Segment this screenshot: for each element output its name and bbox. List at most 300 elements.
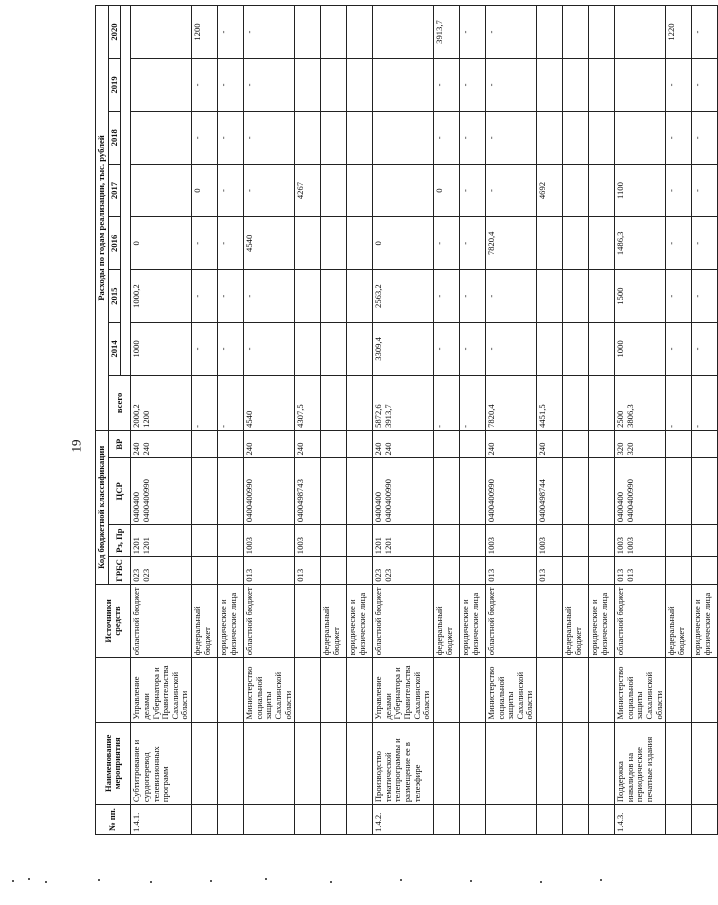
cell-grbs: 023 023 — [373, 557, 434, 585]
cell-source — [295, 584, 321, 657]
cell-year: - — [244, 59, 295, 112]
cell-csr: 0400498744 — [537, 458, 563, 525]
table-row — [615, 6, 666, 835]
cell-rzpr: 1003 — [295, 525, 321, 557]
cell-vr: 240 — [485, 430, 536, 458]
cell-executor — [295, 658, 321, 722]
cell-total — [589, 375, 615, 430]
cell-num — [485, 805, 536, 835]
header-csr: ЦСР — [108, 458, 131, 525]
cell-year: - — [192, 111, 218, 164]
cell-rzpr — [192, 525, 218, 557]
table-row — [218, 6, 244, 835]
cell-year: - — [485, 270, 536, 323]
cell-year — [373, 6, 434, 59]
cell-csr — [321, 458, 347, 525]
cell-year — [563, 6, 589, 59]
cell-name: Субтитрование и сурдоперевод телевизионных программ — [131, 722, 192, 805]
cell-year — [347, 164, 373, 217]
cell-num — [666, 805, 692, 835]
cell-year: - — [459, 164, 485, 217]
cell-year — [537, 6, 563, 59]
cell-csr: 0400400 0400400990 — [131, 458, 192, 525]
header-year: 2014 — [108, 323, 121, 376]
cell-year — [589, 270, 615, 323]
cell-grbs — [218, 557, 244, 585]
cell-total — [563, 375, 589, 430]
cell-year — [615, 6, 666, 59]
cell-year — [321, 164, 347, 217]
header-year: 2020 — [108, 6, 121, 59]
cell-total: 2500 3806,3 — [615, 375, 666, 430]
cell-year — [373, 164, 434, 217]
cell-year: - — [692, 323, 718, 376]
cell-year — [537, 111, 563, 164]
cell-year: - — [218, 270, 244, 323]
cell-vr — [433, 430, 459, 458]
cell-vr — [692, 430, 718, 458]
cell-source: областной бюджет — [615, 584, 666, 657]
table-row — [321, 6, 347, 835]
cell-source: юридические и физические лица — [459, 584, 485, 657]
cell-year: - — [485, 323, 536, 376]
cell-executor: Министерство социальной защиты Сахалинской области — [244, 658, 295, 722]
header-year: 2018 — [108, 111, 121, 164]
cell-name — [218, 722, 244, 805]
cell-year — [347, 6, 373, 59]
cell-num — [321, 805, 347, 835]
cell-rzpr — [459, 525, 485, 557]
cell-year: - — [218, 323, 244, 376]
cell-grbs — [192, 557, 218, 585]
cell-source: федеральный бюджет — [666, 584, 692, 657]
cell-year: - — [244, 164, 295, 217]
header-grbs: ГРБС — [108, 557, 131, 585]
cell-year — [615, 59, 666, 112]
cell-vr: 320 320 — [615, 430, 666, 458]
cell-name — [537, 722, 563, 805]
cell-num — [563, 805, 589, 835]
cell-executor — [218, 658, 244, 722]
header-vr: ВР — [108, 430, 131, 458]
cell-year: - — [218, 111, 244, 164]
cell-year: 0 — [433, 164, 459, 217]
cell-executor: Министерство социальной защиты Сахалинской области — [485, 658, 536, 722]
cell-total: - — [218, 375, 244, 430]
cell-total: 4307,5 — [295, 375, 321, 430]
cell-year: - — [485, 164, 536, 217]
cell-csr — [218, 458, 244, 525]
cell-rzpr: 1003 1003 — [615, 525, 666, 557]
cell-year — [589, 164, 615, 217]
cell-vr — [192, 430, 218, 458]
cell-rzpr — [218, 525, 244, 557]
cell-grbs: 023 023 — [131, 557, 192, 585]
cell-source: областной бюджет — [244, 584, 295, 657]
cell-year: - — [692, 6, 718, 59]
cell-year: 1000 — [131, 323, 192, 376]
cell-grbs — [589, 557, 615, 585]
cell-vr — [321, 430, 347, 458]
header-year: 2017 — [108, 164, 121, 217]
cell-rzpr — [347, 525, 373, 557]
cell-year — [563, 59, 589, 112]
cell-vr — [666, 430, 692, 458]
cell-vr — [459, 430, 485, 458]
cell-total: - — [192, 375, 218, 430]
cell-vr — [218, 430, 244, 458]
cell-name — [485, 722, 536, 805]
cell-year: - — [244, 111, 295, 164]
cell-year: - — [692, 111, 718, 164]
cell-source: юридические и физические лица — [218, 584, 244, 657]
cell-source: областной бюджет — [373, 584, 434, 657]
cell-year: - — [459, 111, 485, 164]
cell-total — [347, 375, 373, 430]
cell-num — [589, 805, 615, 835]
cell-year: 1220 — [666, 6, 692, 59]
cell-year: 0 — [131, 217, 192, 270]
cell-total: 4540 — [244, 375, 295, 430]
cell-year: - — [192, 59, 218, 112]
cell-total: 7820,4 — [485, 375, 536, 430]
cell-year: - — [666, 59, 692, 112]
cell-year: 7820,4 — [485, 217, 536, 270]
cell-year — [347, 323, 373, 376]
cell-year: - — [433, 323, 459, 376]
cell-grbs: 013 — [537, 557, 563, 585]
cell-year — [321, 111, 347, 164]
cell-source: федеральный бюджет — [192, 584, 218, 657]
cell-year — [295, 6, 321, 59]
cell-rzpr — [692, 525, 718, 557]
header-year: 2016 — [108, 217, 121, 270]
header-total: всего — [108, 375, 131, 430]
cell-name — [666, 722, 692, 805]
cell-year: - — [485, 111, 536, 164]
cell-rzpr — [433, 525, 459, 557]
cell-year — [295, 217, 321, 270]
cell-total: - — [666, 375, 692, 430]
cell-year: 3309,4 — [373, 323, 434, 376]
cell-year: - — [459, 6, 485, 59]
cell-total: - — [459, 375, 485, 430]
cell-year: 0 — [192, 164, 218, 217]
cell-executor — [321, 658, 347, 722]
cell-total: 4451,5 — [537, 375, 563, 430]
cell-grbs: 013 — [295, 557, 321, 585]
cell-year: 3913,7 — [433, 6, 459, 59]
cell-executor — [347, 658, 373, 722]
header-expenses: Расходы по годам реализации, тыс. рублей — [96, 6, 109, 431]
cell-year — [373, 111, 434, 164]
cell-year: 1200 — [192, 6, 218, 59]
cell-year: - — [485, 6, 536, 59]
cell-year — [295, 59, 321, 112]
header-name: Наименование мероприятия — [96, 722, 131, 805]
cell-year — [347, 59, 373, 112]
cell-num — [537, 805, 563, 835]
cell-vr — [589, 430, 615, 458]
cell-num: 1.4.3. — [615, 805, 666, 835]
cell-year: - — [692, 270, 718, 323]
cell-executor — [433, 658, 459, 722]
cell-executor: Управление делами Губернатора и Правительства Сахалинской области — [131, 658, 192, 722]
cell-rzpr: 1201 1201 — [131, 525, 192, 557]
cell-year — [537, 59, 563, 112]
table-row — [244, 6, 295, 835]
header-num: № пп. — [96, 805, 131, 835]
cell-executor — [563, 658, 589, 722]
cell-csr — [666, 458, 692, 525]
cell-vr: 240 — [295, 430, 321, 458]
cell-year: - — [192, 323, 218, 376]
cell-source: областной бюджет — [131, 584, 192, 657]
cell-grbs: 013 013 — [615, 557, 666, 585]
cell-year: 0 — [373, 217, 434, 270]
table-row — [192, 6, 218, 835]
cell-csr: 0400498743 — [295, 458, 321, 525]
cell-rzpr — [666, 525, 692, 557]
header-budget-code: Код бюджетной классификации — [96, 430, 109, 584]
cell-year: - — [666, 164, 692, 217]
cell-name — [692, 722, 718, 805]
cell-source: областной бюджет — [485, 584, 536, 657]
cell-num — [218, 805, 244, 835]
cell-source: юридические и физические лица — [589, 584, 615, 657]
cell-rzpr — [589, 525, 615, 557]
cell-rzpr — [321, 525, 347, 557]
cell-name — [295, 722, 321, 805]
cell-year: 4267 — [295, 164, 321, 217]
table-row — [537, 6, 563, 835]
cell-year — [131, 111, 192, 164]
header-executor — [96, 658, 131, 722]
cell-year — [347, 217, 373, 270]
cell-csr: 0400400 0400400990 — [373, 458, 434, 525]
cell-year: - — [666, 217, 692, 270]
cell-csr — [347, 458, 373, 525]
cell-year: - — [433, 217, 459, 270]
table-row — [131, 6, 192, 835]
cell-total — [321, 375, 347, 430]
cell-year: 4540 — [244, 217, 295, 270]
cell-year — [131, 164, 192, 217]
cell-year: 1000,2 — [131, 270, 192, 323]
cell-year: - — [485, 59, 536, 112]
cell-grbs — [433, 557, 459, 585]
cell-executor: Управление делами Губернатора и Правительства Сахалинской области — [373, 658, 434, 722]
cell-year: 1500 — [615, 270, 666, 323]
cell-csr — [563, 458, 589, 525]
cell-year — [131, 6, 192, 59]
cell-grbs — [459, 557, 485, 585]
cell-name — [459, 722, 485, 805]
cell-csr: 0400400990 — [485, 458, 536, 525]
cell-source: федеральный бюджет — [433, 584, 459, 657]
cell-total: 5872,6 3913,7 — [373, 375, 434, 430]
cell-year — [347, 270, 373, 323]
table-row — [459, 6, 485, 835]
cell-year: - — [692, 164, 718, 217]
header-year: 2015 — [108, 270, 121, 323]
cell-year: 4692 — [537, 164, 563, 217]
cell-grbs — [563, 557, 589, 585]
cell-num — [295, 805, 321, 835]
cell-name: Поддержка инвалидов на периодические печатные издания — [615, 722, 666, 805]
cell-num: 1.4.2. — [373, 805, 434, 835]
cell-year — [321, 59, 347, 112]
cell-vr: 240 — [244, 430, 295, 458]
cell-year — [537, 270, 563, 323]
cell-executor — [459, 658, 485, 722]
cell-name — [244, 722, 295, 805]
cell-num: 1.4.1. — [131, 805, 192, 835]
cell-source — [537, 584, 563, 657]
cell-name — [347, 722, 373, 805]
cell-name: Производство тематической телепрограммы и размещение ее в телеэфире — [373, 722, 434, 805]
page-number: 19 — [68, 439, 84, 453]
cell-rzpr: 1003 — [485, 525, 536, 557]
cell-year: - — [218, 217, 244, 270]
cell-total: 2000,2 1200 — [131, 375, 192, 430]
table-row — [347, 6, 373, 835]
cell-source: федеральный бюджет — [321, 584, 347, 657]
cell-year — [589, 59, 615, 112]
cell-grbs — [692, 557, 718, 585]
cell-name — [192, 722, 218, 805]
cell-year — [373, 59, 434, 112]
cell-executor — [192, 658, 218, 722]
cell-year — [563, 111, 589, 164]
scan-artifacts — [0, 872, 640, 892]
cell-executor — [666, 658, 692, 722]
table-row — [485, 6, 536, 835]
cell-year — [321, 6, 347, 59]
cell-year: 1000 — [615, 323, 666, 376]
cell-year: - — [666, 270, 692, 323]
cell-year — [589, 6, 615, 59]
cell-year: 1486,3 — [615, 217, 666, 270]
table-row — [295, 6, 321, 835]
cell-year: - — [459, 59, 485, 112]
cell-name — [321, 722, 347, 805]
cell-csr: 0400400 0400400990 — [615, 458, 666, 525]
cell-rzpr: 1201 1201 — [373, 525, 434, 557]
cell-year — [589, 323, 615, 376]
cell-executor — [537, 658, 563, 722]
table-row — [373, 6, 434, 835]
cell-year — [589, 217, 615, 270]
cell-year: - — [244, 270, 295, 323]
cell-csr — [589, 458, 615, 525]
cell-year — [321, 217, 347, 270]
cell-grbs: 013 — [485, 557, 536, 585]
cell-year: - — [433, 59, 459, 112]
cell-year: - — [218, 59, 244, 112]
cell-grbs: 013 — [244, 557, 295, 585]
cell-year: - — [459, 270, 485, 323]
cell-name — [589, 722, 615, 805]
cell-year — [347, 111, 373, 164]
cell-year: - — [218, 6, 244, 59]
cell-total: - — [692, 375, 718, 430]
table-row — [563, 6, 589, 835]
cell-year — [295, 270, 321, 323]
cell-year — [537, 323, 563, 376]
header-rzpr: Рз, Пр — [108, 525, 131, 557]
header-year: 2019 — [108, 59, 121, 112]
cell-year — [295, 111, 321, 164]
cell-grbs — [347, 557, 373, 585]
cell-year: - — [459, 217, 485, 270]
cell-year — [321, 323, 347, 376]
cell-year: - — [692, 59, 718, 112]
table-row — [433, 6, 459, 835]
cell-year — [295, 323, 321, 376]
cell-year: - — [666, 111, 692, 164]
cell-rzpr — [563, 525, 589, 557]
cell-year — [615, 111, 666, 164]
cell-year: - — [244, 323, 295, 376]
budget-table — [95, 5, 718, 835]
cell-year — [131, 59, 192, 112]
cell-executor: Министерство социальной защиты Сахалинской области — [615, 658, 666, 722]
cell-year: 1100 — [615, 164, 666, 217]
cell-num — [459, 805, 485, 835]
cell-csr — [692, 458, 718, 525]
table-body — [131, 6, 718, 835]
cell-year: 2563,2 — [373, 270, 434, 323]
cell-rzpr: 1003 — [537, 525, 563, 557]
cell-vr — [347, 430, 373, 458]
cell-year — [589, 111, 615, 164]
cell-num — [347, 805, 373, 835]
cell-year — [563, 164, 589, 217]
cell-num — [692, 805, 718, 835]
cell-name — [563, 722, 589, 805]
cell-year: - — [433, 111, 459, 164]
cell-num — [244, 805, 295, 835]
cell-vr: 240 — [537, 430, 563, 458]
cell-source: юридические и физические лица — [347, 584, 373, 657]
cell-csr: 0400400990 — [244, 458, 295, 525]
header-source: Источники средств — [96, 584, 131, 657]
cell-source: юридические и физические лица — [692, 584, 718, 657]
cell-source: федеральный бюджет — [563, 584, 589, 657]
cell-vr — [563, 430, 589, 458]
cell-year — [563, 217, 589, 270]
cell-year: - — [666, 323, 692, 376]
cell-year: - — [192, 217, 218, 270]
table-row — [692, 6, 718, 835]
cell-name — [433, 722, 459, 805]
cell-year: - — [459, 323, 485, 376]
cell-year: - — [433, 270, 459, 323]
cell-rzpr: 1003 — [244, 525, 295, 557]
cell-year — [563, 270, 589, 323]
cell-year: - — [692, 217, 718, 270]
cell-vr: 240 240 — [131, 430, 192, 458]
cell-executor — [589, 658, 615, 722]
cell-num — [192, 805, 218, 835]
cell-year: - — [192, 270, 218, 323]
cell-vr: 240 240 — [373, 430, 434, 458]
cell-csr — [192, 458, 218, 525]
cell-csr — [433, 458, 459, 525]
table-row — [666, 6, 692, 835]
cell-grbs — [666, 557, 692, 585]
